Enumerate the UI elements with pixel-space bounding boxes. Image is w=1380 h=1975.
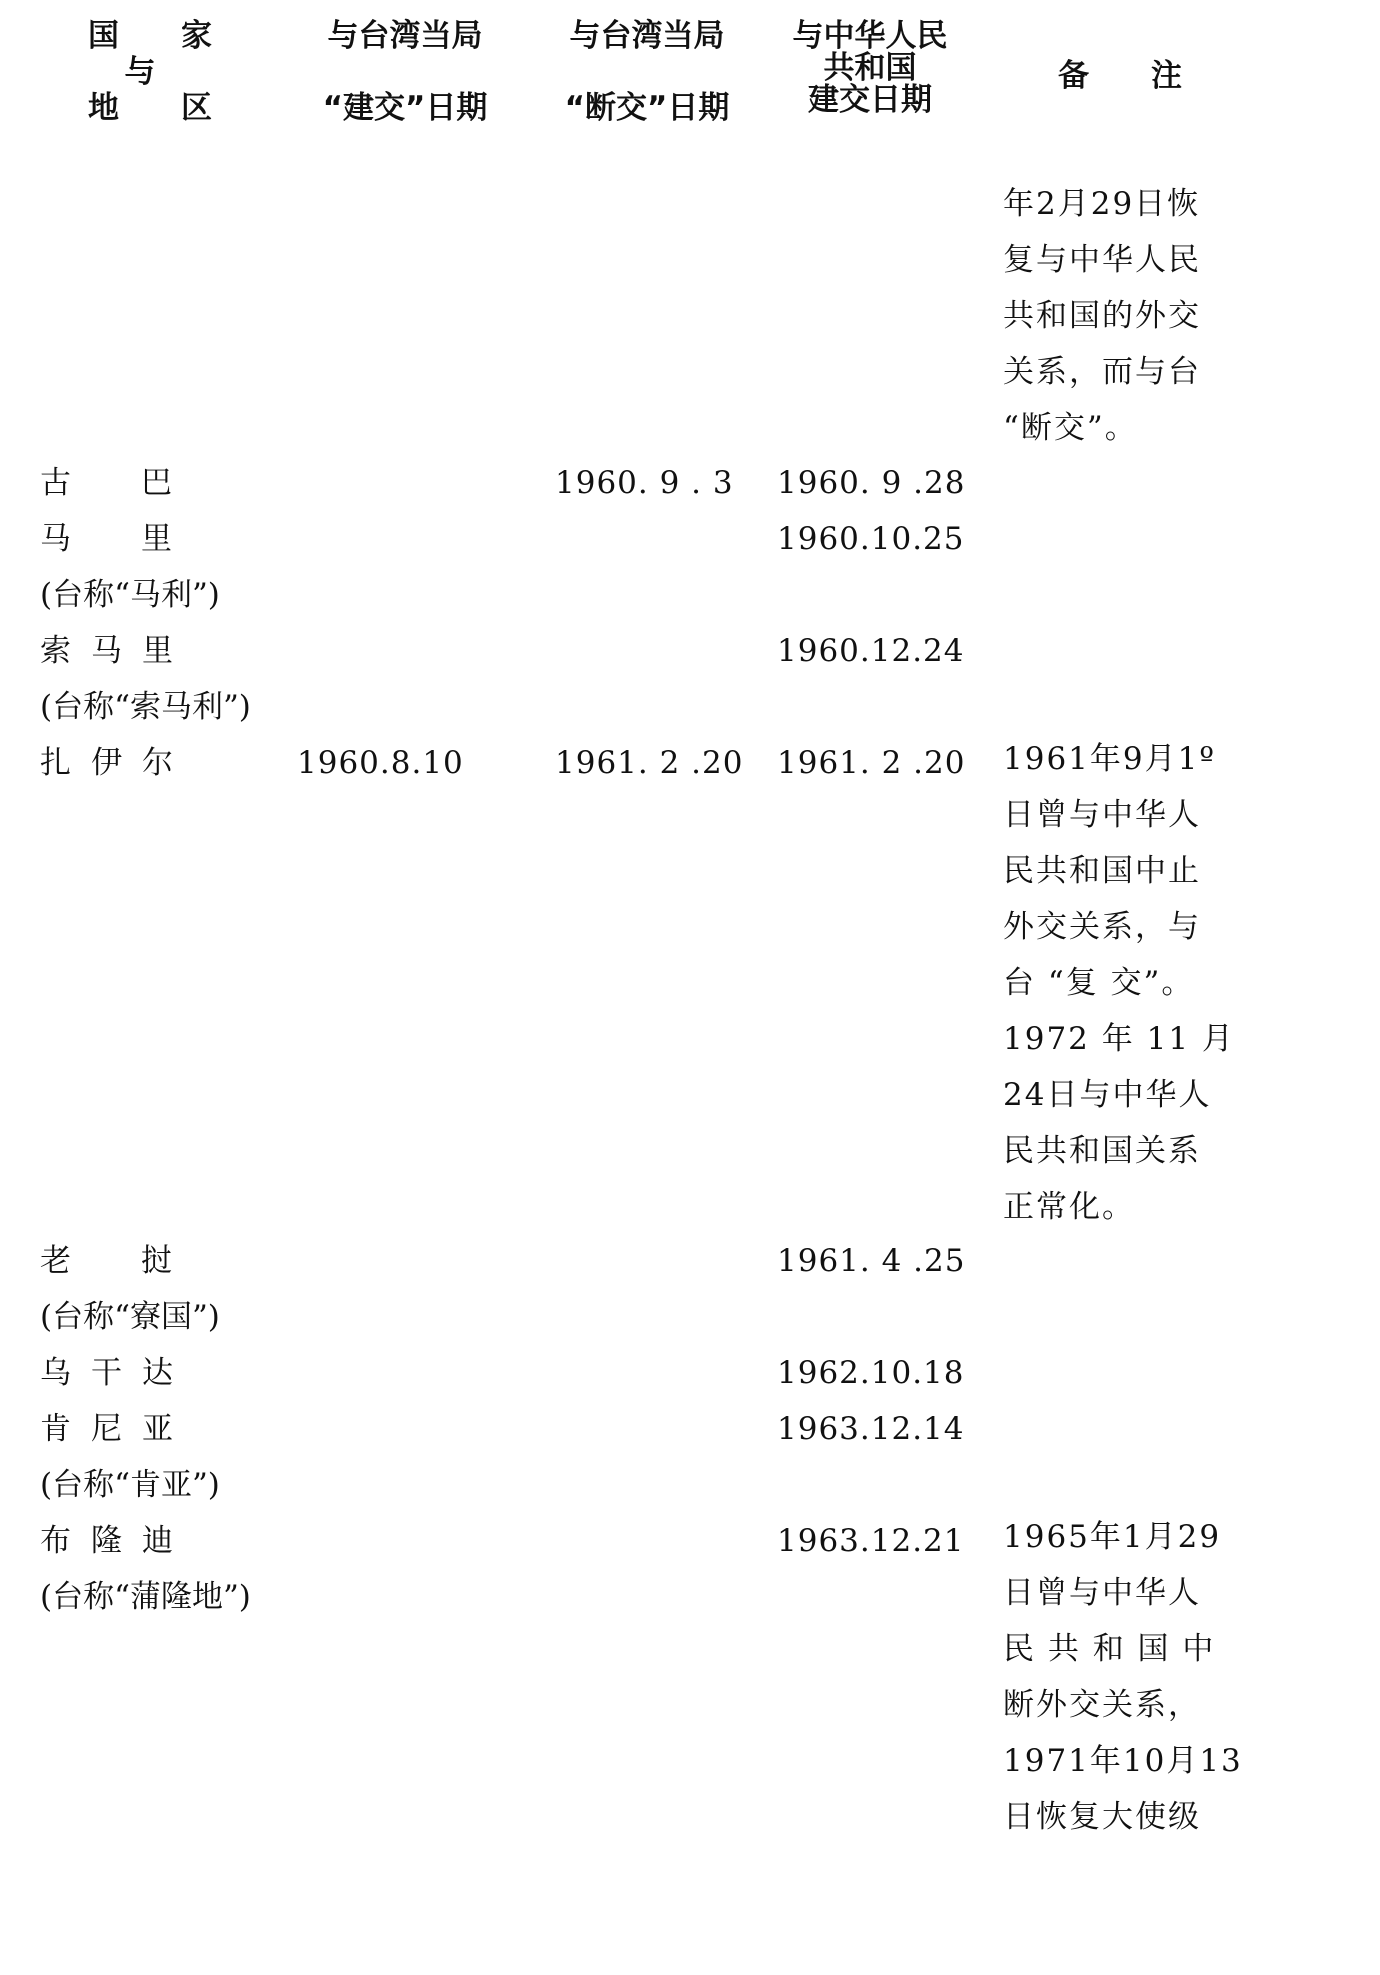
note-zaire: [1003, 731, 1233, 1235]
note-line: 共和国的外交: [1003, 298, 1201, 334]
header-country-line1: 国 家: [88, 18, 212, 54]
note-line: 1961年9月1º: [1003, 741, 1216, 777]
country-laos: 老挝: [40, 1243, 242, 1279]
header-est-prc-line1: 与中华人民: [792, 18, 948, 54]
est-prc-kenya: 1963.12.14: [777, 1411, 965, 1447]
header-country-line2: 与: [124, 54, 156, 90]
break-taiwan-cuba: 1960. 9 . 3: [555, 465, 734, 501]
header-country: [55, 18, 245, 126]
note-line: 1965年1月29: [1003, 1519, 1222, 1555]
note-line: 外交关系，与: [1003, 909, 1201, 945]
note-line: 日曾与中华人: [1003, 1575, 1201, 1611]
est-prc-cuba: 1960. 9 .28: [777, 465, 966, 501]
note-line: 断外交关系，: [1003, 1687, 1201, 1723]
country-kenya: 肯尼亚: [40, 1411, 193, 1447]
header-break-taiwan-line1: 与台湾当局: [569, 18, 725, 54]
break-taiwan-zaire: 1961. 2 .20: [555, 745, 744, 781]
note-line: 正常化。: [1003, 1189, 1135, 1225]
top-continued-note: [1003, 176, 1233, 456]
note-line: 民共和国关系: [1003, 1133, 1201, 1169]
note-line: 民共和国中止: [1003, 853, 1201, 889]
header-est-prc-line2: 共和国: [823, 50, 917, 86]
country-cuba: 古巴: [40, 465, 242, 501]
country-somalia: 索马里: [40, 633, 193, 669]
alias-mali: (台称“马利”): [40, 577, 220, 613]
est-prc-burundi: 1963.12.21: [777, 1523, 965, 1559]
alias-laos: (台称“寮国”): [40, 1299, 220, 1335]
note-line: 民 共 和 国 中: [1003, 1631, 1216, 1667]
note-line: 1971年10月13: [1003, 1743, 1243, 1779]
country-mali: 马里: [40, 521, 242, 557]
est-prc-somalia: 1960.12.24: [777, 633, 965, 669]
est-prc-zaire: 1961. 2 .20: [777, 745, 966, 781]
alias-kenya: (台称“肯亚”): [40, 1467, 220, 1503]
est-prc-laos: 1961. 4 .25: [777, 1243, 966, 1279]
note-line: 台 “复 交”。: [1003, 965, 1195, 1001]
note-line: 关系，而与台: [1003, 354, 1201, 390]
header-country-line3: 地 区: [88, 90, 212, 126]
est-taiwan-zaire: 1960.8.10: [297, 745, 464, 781]
header-est-taiwan-line2: “建交”日期: [322, 90, 488, 126]
header-est-prc-line3: 建交日期: [808, 82, 932, 118]
header-est-taiwan: [310, 18, 500, 126]
country-burundi: 布隆迪: [40, 1523, 193, 1559]
header-est-prc: [775, 18, 965, 118]
note-line: 日曾与中华人: [1003, 797, 1201, 833]
est-prc-mali: 1960.10.25: [777, 521, 965, 557]
alias-somalia: (台称“索马利”): [40, 689, 251, 725]
country-zaire: 扎伊尔: [40, 745, 193, 781]
note-line: 24日与中华人: [1003, 1077, 1212, 1113]
header-break-taiwan: [552, 18, 742, 126]
est-prc-uganda: 1962.10.18: [777, 1355, 965, 1391]
note-line: 复与中华人民: [1003, 242, 1201, 278]
country-uganda: 乌干达: [40, 1355, 193, 1391]
alias-burundi: (台称“蒲隆地”): [40, 1579, 251, 1615]
note-line: 1972 年 11 月: [1003, 1021, 1235, 1057]
header-est-taiwan-line1: 与台湾当局: [327, 18, 483, 54]
header-notes-label: 备 注: [1058, 58, 1182, 94]
note-line: 年2月29日恢: [1003, 186, 1201, 222]
note-burundi: [1003, 1509, 1243, 1845]
header-break-taiwan-line2: “断交”日期: [564, 90, 730, 126]
note-line: 日恢复大使级: [1003, 1799, 1201, 1835]
header-notes: [1020, 58, 1220, 94]
note-line: “断交”。: [1003, 410, 1138, 446]
